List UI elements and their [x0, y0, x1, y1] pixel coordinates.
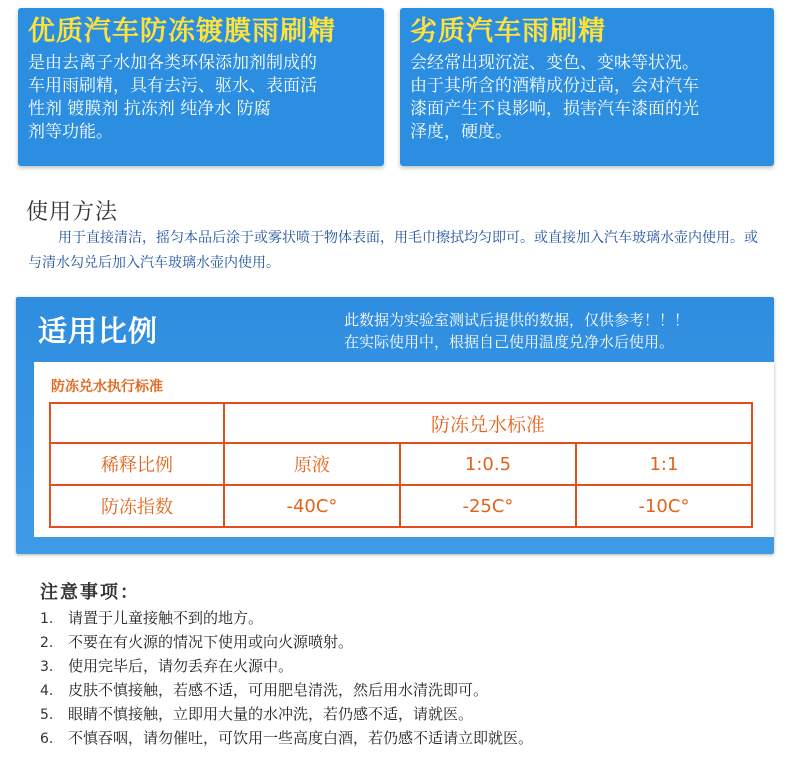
list-item [40, 678, 770, 702]
list-item [40, 606, 770, 630]
list-item [40, 702, 770, 726]
bad-product-description: 会经常出现沉淀、变色、变味等状况。 由于其所含的酒精成份过高，会对汽车 漆面产生不良影响，损害汽车漆面的光 泽度，硬度。 [410, 53, 699, 142]
list-item-text: 使用完毕后，请勿丢弃在火源中。 [68, 657, 294, 675]
table-row [50, 443, 752, 485]
list-item-number: 1. [40, 611, 54, 627]
table-header: 防冻兑水标准 [224, 403, 752, 443]
list-item-number: 5. [40, 707, 54, 723]
ratio-panel [16, 297, 774, 554]
list-item-text: 不要在有火源的情况下使用或向火源喷射。 [68, 633, 354, 651]
list-item [40, 630, 770, 654]
list-item [40, 726, 770, 750]
antifreeze-standard-table [49, 402, 753, 528]
usage-title: 使用方法 [26, 200, 119, 225]
table-corner-cell [50, 403, 224, 443]
notes-list [40, 606, 770, 750]
dilution-ratio-label: 稀释比例 [50, 443, 224, 485]
bad-product-box [400, 8, 774, 166]
usage-text: 用于直接清洁，摇匀本品后涂于或雾状喷于物体表面，用毛巾擦拭均匀即可。或直接加入汽车玻璃水壶内使用。或与清水勾兑后加入汽车玻璃水壶内使用。 [28, 230, 758, 271]
list-item-text: 不慎吞咽，请勿催吐，可饮用一些高度白酒，若仍感不适请立即就医。 [68, 729, 534, 747]
notes-title: 注意事项： [40, 582, 140, 603]
table-cell: -25C° [400, 485, 576, 527]
list-item-text: 请置于儿童接触不到的地方。 [68, 609, 264, 627]
good-product-title: 优质汽车防冻镀膜雨刷精 [28, 16, 336, 47]
table-row [50, 485, 752, 527]
table-cell: -10C° [576, 485, 752, 527]
table-cell: 1:1 [576, 443, 752, 485]
list-item-number: 4. [40, 683, 54, 699]
list-item-number: 2. [40, 635, 54, 651]
table-caption: 防冻兑水执行标准 [51, 379, 163, 395]
good-product-box [18, 8, 384, 166]
table-cell: 原液 [224, 443, 400, 485]
table-row [50, 403, 752, 443]
list-item-text: 皮肤不慎接触，若感不适，可用肥皂清洗，然后用水清洗即可。 [68, 681, 489, 699]
bad-product-title: 劣质汽车雨刷精 [410, 16, 606, 47]
ratio-title: 适用比例 [38, 314, 159, 348]
ratio-table-card [34, 362, 774, 537]
table-cell: -40C° [224, 485, 400, 527]
good-product-description: 是由去离子水加各类环保添加剂制成的 车用雨刷精，具有去污、驱水、表面活 性剂 镀膜剂 抗冻剂 纯净水 防腐 剂等功能。 [28, 53, 317, 142]
list-item-text: 眼睛不慎接触，立即用大量的水冲洗，若仍感不适，请就医。 [68, 705, 474, 723]
ratio-note: 此数据为实验室测试后提供的数据，仅供参考！！！ 在实际使用中，根据自己使用温度兑净水后使用。 [344, 311, 690, 351]
list-item [40, 654, 770, 678]
list-item-number: 3. [40, 659, 54, 675]
table-cell: 1:0.5 [400, 443, 576, 485]
list-item-number: 6. [40, 731, 54, 747]
antifreeze-index-label: 防冻指数 [50, 485, 224, 527]
